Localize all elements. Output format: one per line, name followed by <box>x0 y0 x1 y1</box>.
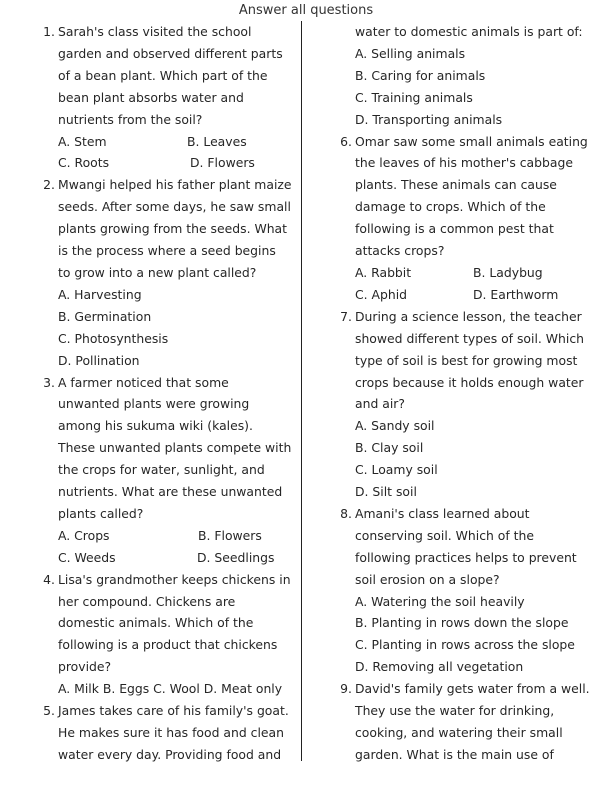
question-line: following practices helps to prevent <box>355 549 577 565</box>
question-line: During a science lesson, the teacher <box>355 308 582 324</box>
option-row <box>58 525 289 547</box>
question-text <box>355 678 596 766</box>
left-column <box>37 21 292 766</box>
option-a: A. Stem <box>58 133 107 149</box>
column-divider <box>301 21 302 761</box>
question-line: of a bean plant. Which part of the <box>58 67 268 83</box>
question-line: Lisa's grandmother keeps chickens in <box>58 571 291 587</box>
question-text <box>58 21 289 131</box>
question-line: cooking, and watering their small <box>355 725 563 740</box>
question-line: the leaves of his mother's cabbage <box>355 155 573 171</box>
question-line: among his sukuma wiki (kales). <box>58 418 253 434</box>
option-c: C. Aphid <box>355 286 408 302</box>
option-c: C. Photosynthesis <box>58 330 169 346</box>
option-c: C. Roots <box>58 155 110 171</box>
question-line: provide? <box>58 659 112 675</box>
question-line: nutrients. What are these unwanted <box>58 484 283 500</box>
option-d: D. Transporting animals <box>355 111 503 127</box>
question-line: and air? <box>355 396 405 412</box>
option-a: A. Harvesting <box>58 286 142 302</box>
question-7 <box>334 306 596 503</box>
question-number: 6. <box>340 133 352 149</box>
option-b: B. Planting in rows down the slope <box>355 615 569 631</box>
question-line: nutrients from the soil? <box>58 111 203 127</box>
question-line: crops because it holds enough water <box>355 374 584 390</box>
question-line: Sarah's class visited the school <box>58 24 252 39</box>
option-d: D. Seedlings <box>197 549 275 565</box>
question-line: David's family gets water from a well. <box>355 681 590 697</box>
question-2 <box>37 174 292 371</box>
option-b: B. Leaves <box>187 133 247 149</box>
question-line: damage to crops. Which of the <box>355 199 546 215</box>
option-a: A. Sandy soil <box>355 418 435 434</box>
question-line: They use the water for drinking, <box>355 703 555 719</box>
question-line: her compound. Chickens are <box>58 593 236 609</box>
question-text <box>355 131 596 262</box>
answer-options <box>355 415 596 503</box>
question-line: unwanted plants were growing <box>58 396 250 412</box>
answer-options <box>355 43 596 131</box>
question-line: to grow into a new plant called? <box>58 264 257 280</box>
question-line: plants growing from the seeds. What <box>58 221 288 237</box>
question-3 <box>37 372 292 569</box>
question-1 <box>37 21 289 174</box>
option-c: C. Planting in rows across the slope <box>355 637 575 653</box>
question-line: domestic animals. Which of the <box>58 615 254 631</box>
question-line: plants. These animals can cause <box>355 177 557 193</box>
option-d: D. Removing all vegetation <box>355 659 524 675</box>
answer-options <box>58 678 289 700</box>
answer-options <box>58 131 289 175</box>
question-number: 8. <box>340 505 352 521</box>
option-c: C. Training animals <box>355 89 473 105</box>
question-line: attacks crops? <box>355 243 445 259</box>
question-number: 1. <box>43 24 55 39</box>
question-line: These unwanted plants compete with <box>58 440 292 456</box>
question-5 <box>37 700 289 766</box>
question-line: soil erosion on a slope? <box>355 571 500 587</box>
question-line: following is a product that chickens <box>58 637 278 653</box>
option-row <box>58 152 289 174</box>
question-text <box>58 372 292 525</box>
question-9 <box>334 678 596 766</box>
question-line: Omar saw some small animals eating <box>355 133 588 149</box>
option-d: D. Earthworm <box>473 286 559 302</box>
option-row <box>58 131 289 153</box>
answer-options <box>355 262 596 306</box>
option-b: B. Flowers <box>198 527 262 543</box>
option-b: B. Caring for animals <box>355 67 486 83</box>
question-number: 7. <box>340 308 352 324</box>
question-line: bean plant absorbs water and <box>58 89 244 105</box>
option-b: B. Ladybug <box>473 264 543 280</box>
question-line: James takes care of his family's goat. <box>58 703 289 719</box>
question-line: Amani's class learned about <box>355 505 530 521</box>
question-6 <box>334 131 596 306</box>
question-line: the crops for water, sunlight, and <box>58 462 265 478</box>
option-d: D. Flowers <box>190 155 255 171</box>
answer-options <box>58 284 289 372</box>
question-text <box>355 306 596 416</box>
option-b: B. Clay soil <box>355 440 424 456</box>
page-title: Answer all questions <box>238 3 374 18</box>
option-a: A. Watering the soil heavily <box>355 593 525 609</box>
option-c: C. Loamy soil <box>355 462 438 478</box>
options-inline: A. Milk B. Eggs C. Wool D. Meat only <box>58 681 283 697</box>
option-b: B. Germination <box>58 308 152 324</box>
question-line: Mwangi helped his father plant maize <box>58 177 292 193</box>
question-text <box>58 700 289 766</box>
question-text <box>355 503 596 591</box>
option-c: C. Weeds <box>58 549 116 565</box>
question-line: seeds. After some days, he saw small <box>58 199 291 215</box>
question-line: garden. What is the main use of <box>355 746 554 762</box>
answer-options <box>355 591 596 679</box>
question-line: showed different types of soil. Which <box>355 330 584 346</box>
question-line: water every day. Providing food and <box>58 746 282 762</box>
option-d: D. Pollination <box>58 352 140 368</box>
question-4 <box>37 569 289 700</box>
question-line: following is a common pest that <box>355 221 554 237</box>
option-row <box>355 284 596 306</box>
option-a: A. Rabbit <box>355 264 412 280</box>
answer-options <box>58 525 289 569</box>
question-number: 9. <box>340 681 352 697</box>
question-line: garden and observed different parts <box>58 45 283 61</box>
question-line: plants called? <box>58 505 144 521</box>
question-number: 3. <box>43 374 55 390</box>
option-a: A. Selling animals <box>355 45 466 61</box>
question-line: conserving soil. Which of the <box>355 527 535 543</box>
question-line: water to domestic animals is part of: <box>355 24 583 39</box>
option-row <box>58 547 289 569</box>
question-number: 4. <box>43 571 55 587</box>
question-8 <box>334 503 596 678</box>
question-text <box>58 569 289 679</box>
right-column <box>334 21 596 766</box>
question-line: type of soil is best for growing most <box>355 352 578 368</box>
question-line: is the process where a seed begins <box>58 243 276 259</box>
option-row <box>355 262 596 284</box>
question-text <box>58 174 292 284</box>
question-line: He makes sure it has food and clean <box>58 725 284 740</box>
option-d: D. Silt soil <box>355 484 417 500</box>
question-5-continued <box>334 21 596 131</box>
question-number: 2. <box>43 177 55 193</box>
question-line: A farmer noticed that some <box>58 374 229 390</box>
question-text <box>355 21 596 43</box>
option-a: A. Crops <box>58 527 110 543</box>
question-number: 5. <box>43 703 55 719</box>
